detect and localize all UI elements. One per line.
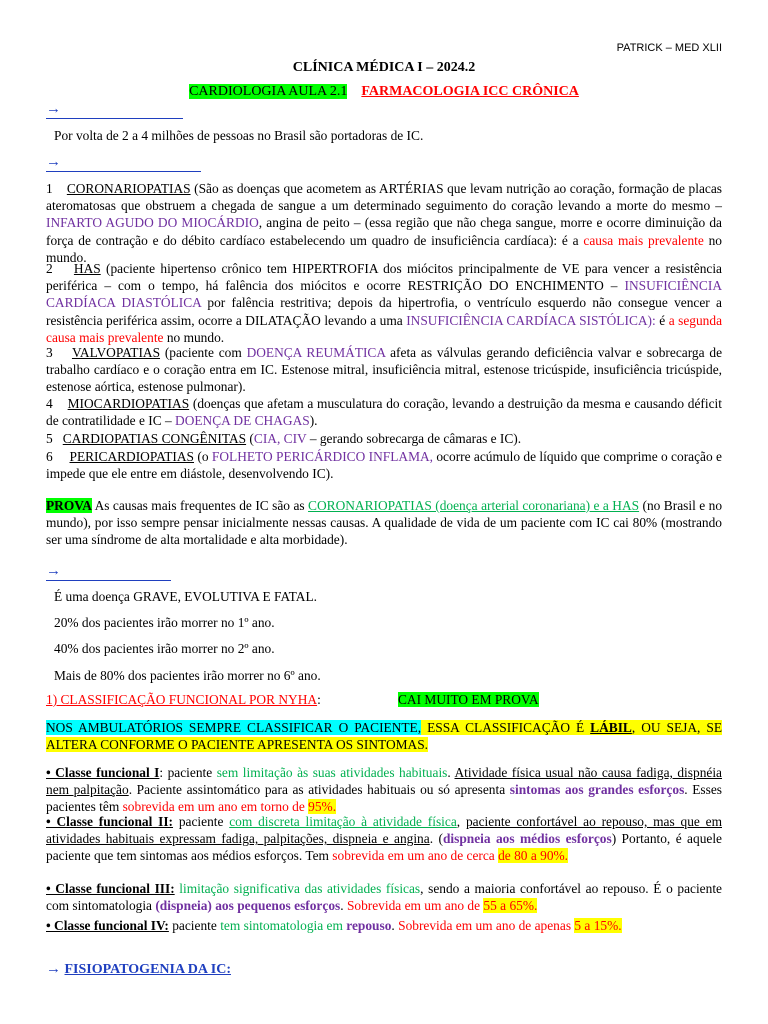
class-red: sobrevida em um ano em torno de	[122, 799, 309, 815]
class-survival: 55 a 65%.	[483, 898, 538, 914]
subtitle-topic: FARMACOLOGIA ICC CRÔNICA	[361, 84, 579, 99]
subtitle	[0, 84, 768, 100]
cause-highlight: CIA, CIV	[253, 431, 307, 446]
class-text: : paciente	[159, 765, 217, 780]
cause-text: , angina de peito – (essa região que não chega sangue, morre e ocorre diminuição da força de contração e do débito cardíaco estabelecendo um quadro de insuficiência cardíaca): é a	[46, 215, 722, 248]
class-text: paciente	[173, 814, 230, 829]
cause-text: por falência restritiva; depois da hipertrofia, o ventrículo esquerdo não consegue vencer a resistência periférica assim, ocorre a DILATAÇÃO levando a uma	[46, 295, 722, 328]
class-label: • Classe funcional III:	[46, 881, 175, 896]
cause-text: afeta as válvulas gerando deficiência valvar e sobrecarga de trabalho cardíaco e o coração entra em IC. Estenose mitral, insuficiência mitral, estenose tricúspide, insuficiência tricúspide, estenose aórtica, estenose pulmonar).	[46, 345, 723, 395]
next-section-heading	[46, 961, 231, 978]
cause-cardiopatias-congenitas	[46, 430, 722, 447]
cause-highlight: DOENÇA DE CHAGAS	[175, 413, 310, 429]
class-red: Sobrevida em um ano de	[346, 898, 484, 914]
class-label: • Classe funcional I	[46, 765, 160, 780]
cause-number: 1	[46, 181, 53, 196]
cause-number: 2	[46, 261, 53, 276]
class-survival: 5 a 15%.	[574, 918, 622, 933]
arrow-icon: →	[46, 563, 61, 579]
cause-valvopatias	[46, 344, 722, 396]
cause-number: 4	[46, 396, 53, 411]
class-label: • Classe funcional IV:	[46, 918, 169, 933]
cause-name: PERICARDIOPATIAS	[69, 449, 195, 464]
cause-text: – gerando sobrecarga de câmaras e IC).	[306, 431, 522, 446]
class-label: • Classe funcional II:	[46, 814, 174, 829]
header-author: PATRICK – MED XLII	[616, 42, 722, 54]
class-text: .	[391, 918, 399, 933]
nyha-class-4	[46, 917, 722, 934]
arrow-divider-2	[46, 153, 201, 172]
class-text: . (	[429, 831, 443, 847]
subtitle-lesson: CARDIOLOGIA AULA 2.1	[189, 84, 348, 99]
nyha-class-1	[46, 764, 722, 816]
prognosis-line: 20% dos pacientes irão morrer no 1º ano.	[54, 615, 275, 630]
nyha-note-cyan: NOS AMBULATÓRIOS SEMPRE CLASSIFICAR O PACIENTE,	[46, 720, 422, 735]
class-text: .	[447, 765, 455, 780]
prova-text: (no Brasil e no mundo), por isso sempre pensar inicialmente nessas causas. A qualidade de vida de um paciente com IC cai 80% (mostrando ser uma síndrome de alta mortalidade e alta morbidade).	[46, 498, 723, 548]
cause-highlight: DOENÇA REUMÁTICA	[246, 345, 386, 360]
class-red: sobrevida em um ano de cerca	[332, 848, 499, 864]
cause-highlight: INSUFICIÊNCIA CARDÍACA SISTÓLICA):	[406, 312, 656, 328]
cause-pericardiopatias	[46, 448, 722, 482]
class-green: sem limitação às suas atividades habituais	[216, 765, 448, 780]
prova-text: As causas mais frequentes de IC são as	[91, 498, 309, 513]
cause-name: CORONARIOPATIAS	[66, 181, 191, 196]
cause-highlight-red: a segunda causa mais prevalente	[46, 312, 723, 345]
cause-name: HAS	[73, 261, 101, 276]
arrow-icon: →	[46, 154, 61, 170]
cause-text: (	[246, 431, 254, 446]
cause-miocardiopatias	[46, 395, 722, 429]
nyha-note-labil: LÁBIL	[590, 720, 632, 735]
arrow-icon: →	[46, 101, 61, 117]
nyha-title-colon: :	[317, 692, 321, 707]
page-title: CLÍNICA MÉDICA I – 2024.2	[292, 60, 476, 75]
class-survival: de 80 a 90%.	[498, 848, 569, 864]
cause-text: no mundo.	[163, 329, 225, 345]
prova-highlight: CORONARIOPATIAS (doença arterial coronariana) e a HAS	[308, 498, 640, 513]
cause-text: (o	[194, 449, 212, 464]
cause-highlight: INFARTO AGUDO DO MIOCÁRDIO	[46, 215, 259, 231]
cause-number: 3	[46, 345, 53, 360]
class-text: paciente	[168, 918, 221, 933]
cause-text: ocorre acúmulo de líquido que comprime o coração e impede que ele entre em diástole, desenvolvendo IC).	[46, 449, 722, 482]
class-underline: paciente confortável ao repouso, mas que em atividades habituais expressam fadiga, palpitações, dispneia e angina	[46, 814, 722, 847]
nyha-note-yellow: , OU SEJA, SE ALTERA CONFORME O PACIENTE APRESENTA OS SINTOMAS.	[46, 720, 723, 753]
prognosis-line: É uma doença GRAVE, EVOLUTIVA E FATAL.	[54, 589, 317, 604]
cause-text: (doenças que afetam a musculatura do coração, levando a destruição da mesma e causando déficit de contratilidade e IC –	[46, 396, 722, 429]
arrow-icon: →	[46, 961, 61, 977]
cause-text: (paciente com	[160, 345, 247, 360]
prova-badge: PROVA	[46, 498, 92, 513]
prova-note	[46, 497, 722, 549]
nyha-class-2	[46, 813, 722, 865]
class-text: , sendo a maioria confortável ao repouso. É o paciente com sintomatologia	[46, 881, 722, 914]
cause-number: 6	[46, 449, 53, 464]
class-green: tem sintomatologia em	[220, 918, 347, 933]
intro-text: Por volta de 2 a 4 milhões de pessoas no Brasil são portadoras de IC.	[54, 128, 424, 143]
nyha-badge-text: CAI MUITO EM PROVA	[398, 692, 539, 707]
class-red: Sobrevida em um ano de apenas	[398, 918, 575, 933]
class-text: ) Portanto, é aquele paciente que tem sintomas aos médios esforços. Tem	[46, 831, 722, 864]
cause-highlight-red: causa mais prevalente	[583, 232, 704, 248]
cause-highlight: FOLHETO PERICÁRDICO INFLAMA,	[211, 449, 433, 464]
class-green: com discreta limitação à atividade física	[229, 814, 457, 829]
arrow-divider-1	[46, 100, 183, 119]
prognosis-line: Mais de 80% dos pacientes irão morrer no 6º ano.	[54, 668, 321, 683]
class-purple: dispneia aos médios esforços	[442, 831, 612, 847]
cause-highlight: INSUFICIÊNCIA CARDÍACA DIASTÓLICA	[46, 278, 722, 311]
cause-name: CARDIOPATIAS CONGÊNITAS	[62, 431, 247, 446]
class-purple: sintomas aos grandes esforços	[509, 782, 685, 798]
class-green: limitação significativa das atividades físicas	[179, 881, 421, 896]
nyha-badge	[398, 692, 539, 708]
cause-text: (São as doenças que acometem as ARTÉRIAS que levam nutrição ao coração, formação de placas ateromatosas que obstruem a chegada de sangue a um determinado seguimento do coração levando a morte do mesmo –	[46, 181, 722, 214]
cause-text: no mundo.	[46, 232, 723, 265]
cause-text: ).	[309, 413, 318, 429]
cause-name: MIOCARDIOPATIAS	[67, 396, 190, 411]
class-text: . Esses pacientes têm	[46, 782, 722, 815]
class-text: ,	[456, 814, 466, 829]
nyha-note	[46, 719, 722, 753]
class-text: .	[340, 898, 347, 914]
cause-name: VALVOPATIAS	[71, 345, 161, 360]
cause-coronariopatias	[46, 180, 722, 266]
class-survival: 95%.	[308, 799, 337, 815]
cause-text: (paciente hipertenso crônico tem HIPERTROFIA dos miócitos principalmente de VE para vencer a resistência periférica – com o tempo, há falência dos miócitos e ocorre RESTRIÇÃO DO ENCHIMENTO –	[46, 261, 722, 294]
cause-number: 5	[46, 431, 53, 446]
nyha-title	[46, 692, 321, 708]
nyha-note-yellow: ESSA CLASSIFICAÇÃO É	[421, 720, 591, 735]
next-section-title: FISIOPATOGENIA DA IC:	[64, 962, 231, 977]
nyha-title-text: 1) CLASSIFICAÇÃO FUNCIONAL POR NYHA	[46, 692, 318, 707]
prognosis-line: 40% dos pacientes irão morrer no 2º ano.	[54, 641, 275, 656]
cause-text: é	[655, 312, 669, 328]
arrow-divider-3	[46, 562, 171, 581]
class-underline: Atividade física usual não causa fadiga, dispnéia nem palpitação	[46, 765, 722, 798]
nyha-class-3	[46, 880, 722, 914]
class-purple: (dispneia) aos pequenos esforços	[155, 898, 341, 914]
class-purple: repouso	[346, 918, 392, 933]
cause-has	[46, 260, 722, 346]
class-text: . Paciente assintomático para as atividades habituais ou só apresenta	[128, 782, 510, 798]
